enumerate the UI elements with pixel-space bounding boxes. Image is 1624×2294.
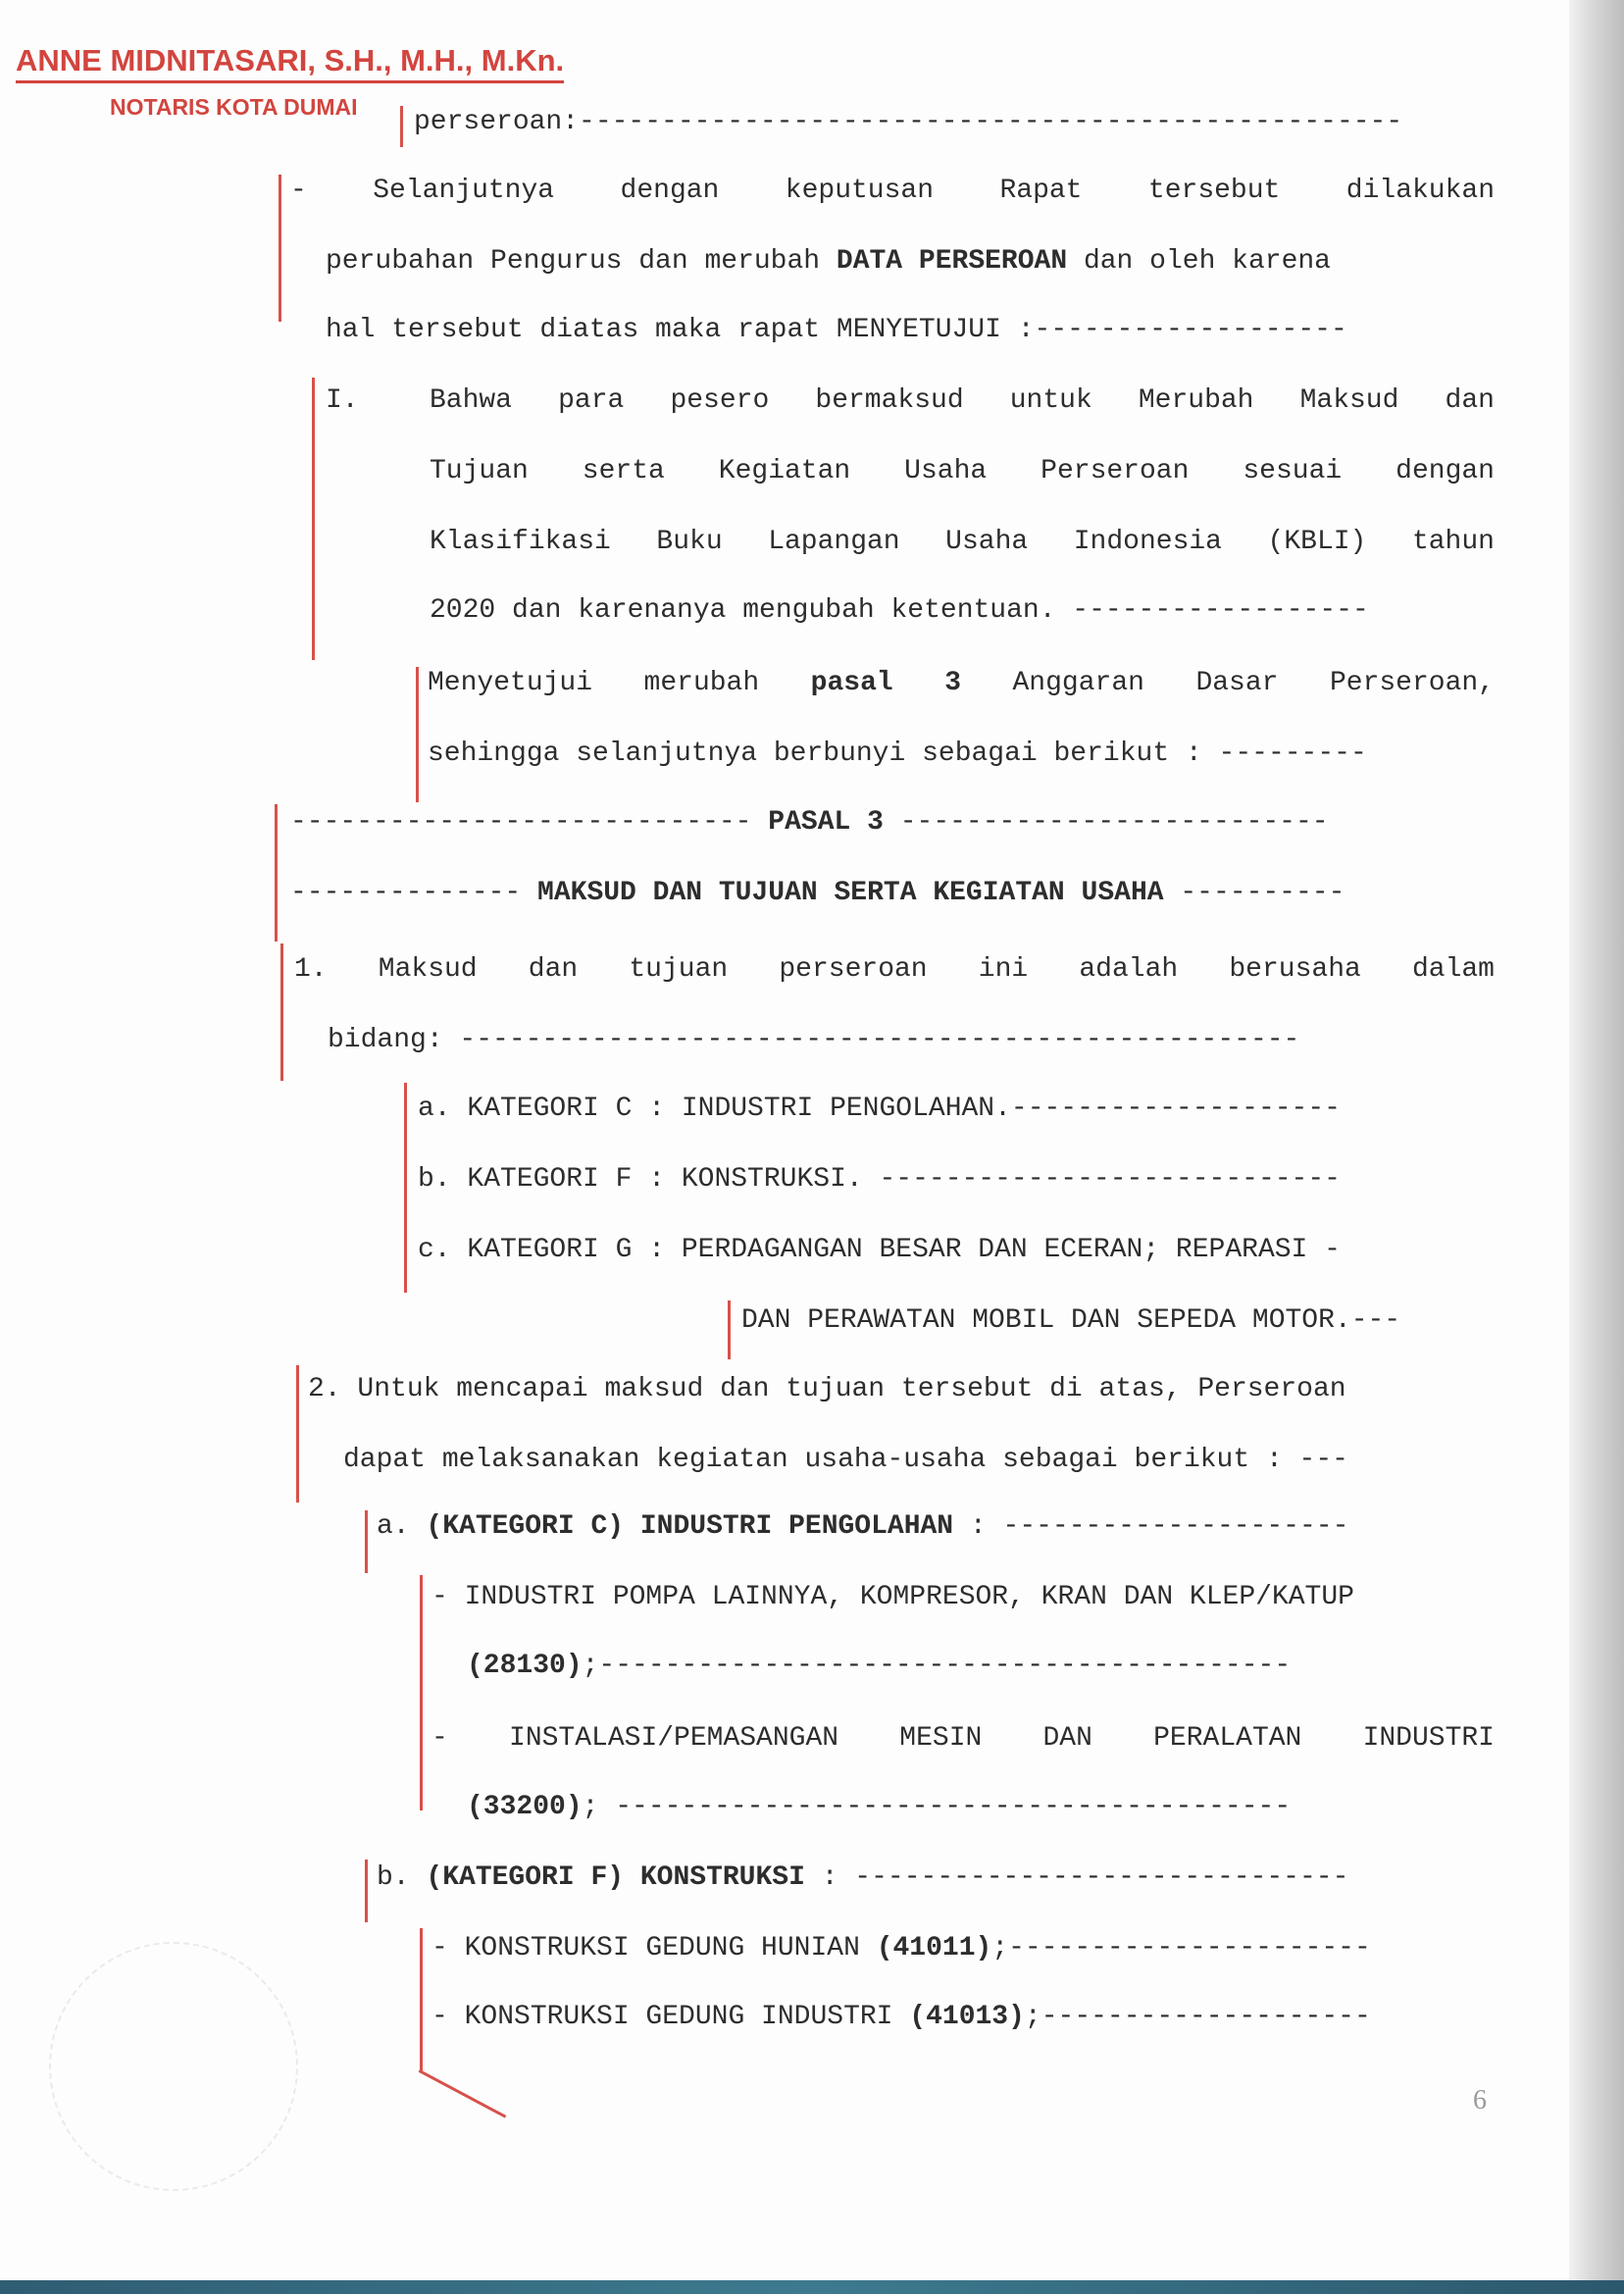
text-line-1: perseroan:-------------------------------------------------- xyxy=(414,107,1403,137)
word: INDUSTRI xyxy=(1362,1723,1495,1754)
margin-bar xyxy=(280,943,283,1081)
word: sesuai xyxy=(1243,456,1343,486)
margin-bar xyxy=(728,1300,731,1359)
word: dan xyxy=(528,954,579,985)
pasal-heading xyxy=(290,806,1329,840)
pasal-heading-dashes-right: -------------------------- xyxy=(883,807,1329,838)
margin-bar xyxy=(365,1510,368,1573)
word: 1. xyxy=(294,954,328,985)
text-line-7 xyxy=(430,526,1495,559)
kbli-28130-dashes: ;------------------------------------------ xyxy=(582,1651,1292,1681)
word: Rapat xyxy=(999,176,1083,206)
text-line-20: dapat melaksanakan kegiatan usaha-usaha sebagai berikut : --- xyxy=(343,1445,1348,1475)
word: dalam xyxy=(1411,954,1495,985)
word: Merubah xyxy=(1138,385,1254,416)
category-c-item: a. KATEGORI C : INDUSTRI PENGOLAHAN.-------------------- xyxy=(418,1094,1341,1124)
kbli-code-33200: (33200) xyxy=(467,1792,583,1822)
word: perseroan xyxy=(779,954,928,985)
pasal-3-bold: pasal 3 xyxy=(810,668,961,698)
margin-bar xyxy=(312,378,315,660)
word: Maksud xyxy=(1299,385,1399,416)
word: para xyxy=(558,385,625,416)
text-line-10: sehingga selanjutnya berbunyi sebagai berikut : --------- xyxy=(428,739,1367,769)
margin-bar xyxy=(404,1083,407,1293)
category-c-heading xyxy=(377,1510,1348,1544)
word: (KBLI) xyxy=(1267,527,1367,557)
text-line-2 xyxy=(290,175,1495,208)
margin-bar xyxy=(275,804,278,942)
scanner-edge-band xyxy=(0,2280,1624,2294)
text-line-5 xyxy=(430,384,1495,418)
kbli-33200-line-1 xyxy=(431,1722,1495,1756)
category-c-heading-title: (KATEGORI C) INDUSTRI PENGOLAHAN xyxy=(426,1511,954,1542)
word: Kegiatan xyxy=(718,456,851,486)
word: PERALATAN xyxy=(1153,1723,1302,1754)
kbli-41011-line xyxy=(431,1932,1371,1965)
notary-seal-watermark xyxy=(49,1942,298,2191)
kbli-33200-dashes: ; ----------------------------------------- xyxy=(582,1792,1292,1822)
text-line-19: 2. Untuk mencapai maksud dan tujuan tersebut di atas, Perseroan xyxy=(308,1374,1346,1404)
pasal-heading-dashes-left: ---------------------------- xyxy=(290,807,769,838)
page-number: 6 xyxy=(1473,2085,1487,2116)
margin-bar xyxy=(420,1575,423,1810)
text-line-9-part-1: Menyetujui merubah xyxy=(428,668,811,698)
category-g-item: c. KATEGORI G : PERDAGANGAN BESAR DAN ECERAN; REPARASI - xyxy=(418,1235,1341,1265)
word: Tujuan xyxy=(430,456,529,486)
word: Lapangan xyxy=(768,527,900,557)
pasal-3-heading: PASAL 3 xyxy=(768,807,884,838)
category-f-heading-dashes: : ------------------------------ xyxy=(804,1862,1349,1893)
word: Klasifikasi xyxy=(430,527,611,557)
word: Maksud xyxy=(378,954,478,985)
word: dengan xyxy=(620,176,720,206)
margin-bar xyxy=(400,106,403,147)
word: Bahwa xyxy=(430,385,513,416)
word: untuk xyxy=(1009,385,1092,416)
kbli-41011-dashes: ;---------------------- xyxy=(991,1933,1371,1963)
word: Buku xyxy=(656,527,723,557)
word: keputusan xyxy=(785,176,935,206)
word: DAN xyxy=(1042,1723,1092,1754)
stamp-notary-city: NOTARIS KOTA DUMAI xyxy=(110,94,358,120)
word: tujuan xyxy=(629,954,729,985)
kbli-28130-line-1: - INDUSTRI POMPA LAINNYA, KOMPRESOR, KRAN DAN KLEP/KATUP xyxy=(431,1582,1354,1612)
text-line-14: bidang: --------------------------------------------------- xyxy=(328,1025,1300,1055)
text-line-13 xyxy=(294,953,1495,987)
word: - xyxy=(290,176,307,206)
category-f-item: b. KATEGORI F : KONSTRUKSI. ---------------------------- xyxy=(418,1164,1341,1195)
kbli-code-28130: (28130) xyxy=(467,1651,583,1681)
text-line-9-part-3: Anggaran Dasar Perseroan, xyxy=(961,668,1495,698)
word: Selanjutnya xyxy=(373,176,555,206)
word: Usaha xyxy=(904,456,988,486)
text-line-9 xyxy=(428,667,1495,700)
word: tersebut xyxy=(1147,176,1281,206)
section-heading-dashes-left: -------------- xyxy=(290,878,538,908)
section-heading xyxy=(290,877,1345,910)
kbli-41013-text: - KONSTRUKSI GEDUNG INDUSTRI xyxy=(431,2002,910,2032)
margin-bar xyxy=(279,175,281,322)
kbli-41013-dashes: ;-------------------- xyxy=(1024,2002,1371,2032)
word: ini xyxy=(978,954,1029,985)
category-c-heading-dashes: : --------------------- xyxy=(953,1511,1349,1542)
word: MESIN xyxy=(899,1723,983,1754)
page-edge-shadow xyxy=(1569,0,1624,2294)
kbli-33200-line-2 xyxy=(467,1791,1291,1824)
word: dilakukan xyxy=(1345,176,1495,206)
kbli-41013-line xyxy=(431,2001,1371,2034)
margin-bar xyxy=(296,1365,299,1503)
category-c-heading-letter: a. xyxy=(377,1511,427,1542)
kbli-code-41011: (41011) xyxy=(876,1933,992,1963)
word: adalah xyxy=(1079,954,1179,985)
kbli-41011-text: - KONSTRUKSI GEDUNG HUNIAN xyxy=(431,1933,877,1963)
word: INSTALASI/PEMASANGAN xyxy=(509,1723,839,1754)
text-line-8: 2020 dan karenanya mengubah ketentuan. ------------------ xyxy=(430,595,1369,626)
word: berusaha xyxy=(1229,954,1361,985)
data-perseroan-bold: DATA PERSEROAN xyxy=(836,246,1068,277)
category-f-heading-letter: b. xyxy=(377,1862,427,1893)
margin-bar xyxy=(416,667,419,802)
maksud-tujuan-heading: MAKSUD DAN TUJUAN SERTA KEGIATAN USAHA xyxy=(537,878,1164,908)
text-line-3 xyxy=(326,245,1331,279)
word: serta xyxy=(582,456,665,486)
text-line-4: hal tersebut diatas maka rapat MENYETUJUI :------------------- xyxy=(326,315,1347,345)
category-f-heading xyxy=(377,1861,1348,1895)
kbli-code-41013: (41013) xyxy=(909,2002,1025,2032)
text-line-6 xyxy=(430,455,1495,488)
word: Perseroan xyxy=(1040,456,1190,486)
word: Indonesia xyxy=(1073,527,1222,557)
item-number-I: I. xyxy=(326,385,359,416)
stamp-notary-name: ANNE MIDNITASARI, S.H., M.H., M.Kn. xyxy=(16,43,564,83)
margin-bar xyxy=(365,1860,368,1922)
word: dan xyxy=(1445,385,1495,416)
word: tahun xyxy=(1411,527,1495,557)
text-line-3-part-1: perubahan Pengurus dan merubah xyxy=(326,246,837,277)
category-f-heading-title: (KATEGORI F) KONSTRUKSI xyxy=(426,1862,805,1893)
word: Usaha xyxy=(945,527,1029,557)
text-line-3-part-3: dan oleh karena xyxy=(1067,246,1331,277)
word: - xyxy=(431,1723,448,1754)
margin-bar xyxy=(420,1928,423,2071)
word: pesero xyxy=(670,385,770,416)
word: bermaksud xyxy=(815,385,964,416)
word: dengan xyxy=(1396,456,1495,486)
section-heading-dashes-right: ---------- xyxy=(1163,878,1345,908)
kbli-28130-line-2 xyxy=(467,1650,1291,1683)
category-g-continuation: DAN PERAWATAN MOBIL DAN SEPEDA MOTOR.--- xyxy=(741,1305,1401,1336)
